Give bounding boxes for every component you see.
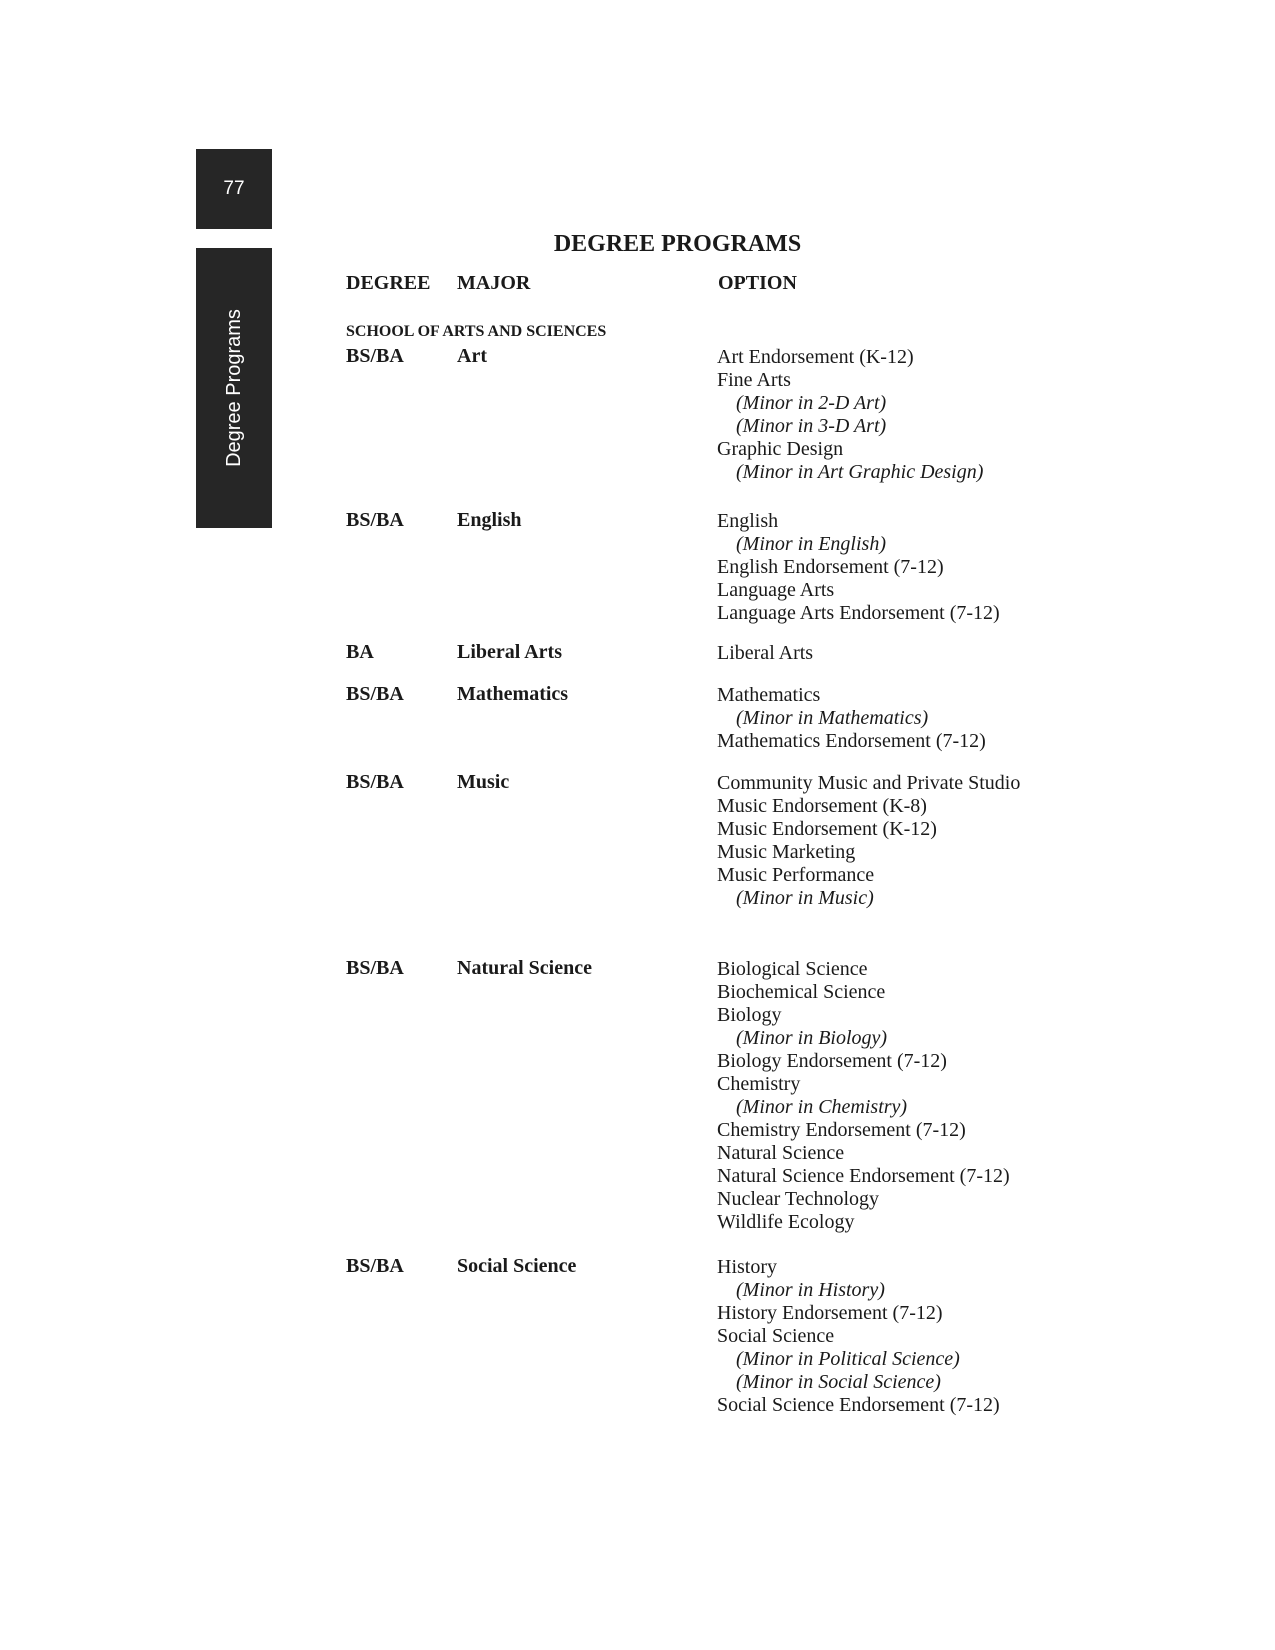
- option-item: Mathematics Endorsement (7-12): [717, 730, 986, 752]
- school-heading: SCHOOL OF ARTS AND SCIENCES: [346, 323, 607, 340]
- header-major: MAJOR: [457, 272, 531, 294]
- program-degree: BS/BA: [346, 509, 404, 531]
- option-item: Natural Science: [717, 1142, 845, 1164]
- option-minor: (Minor in Social Science): [736, 1371, 941, 1393]
- program-degree: BS/BA: [346, 683, 404, 705]
- option-minor: (Minor in History): [736, 1279, 885, 1301]
- option-item: Liberal Arts: [717, 642, 814, 664]
- option-item: Music Endorsement (K-12): [717, 818, 937, 840]
- option-item: Mathematics: [717, 684, 821, 706]
- page-number: 77: [223, 178, 245, 199]
- section-tab-label: Degree Programs: [223, 309, 245, 467]
- page-number-tab: [196, 149, 272, 229]
- option-item: Language Arts Endorsement (7-12): [717, 602, 1000, 624]
- option-item: Social Science Endorsement (7-12): [717, 1394, 1000, 1416]
- option-minor: (Minor in Music): [736, 887, 874, 909]
- program-major: English: [457, 509, 522, 531]
- program-options: [717, 684, 1037, 753]
- header-option: OPTION: [718, 272, 797, 294]
- program-options: [717, 642, 1037, 665]
- option-item: English Endorsement (7-12): [717, 556, 944, 578]
- program-options: [717, 772, 1037, 910]
- program-degree: BA: [346, 641, 374, 663]
- program-options: [717, 510, 1037, 625]
- program-major: Natural Science: [457, 957, 592, 979]
- option-item: Biology: [717, 1004, 782, 1026]
- page-title: DEGREE PROGRAMS: [553, 231, 802, 257]
- program-major: Social Science: [457, 1255, 577, 1277]
- option-minor: (Minor in Mathematics): [736, 707, 929, 729]
- program-degree: BS/BA: [346, 1255, 404, 1277]
- option-item: Art Endorsement (K-12): [717, 346, 914, 368]
- option-item: English: [717, 510, 779, 532]
- program-degree: BS/BA: [346, 771, 404, 793]
- option-item: Chemistry: [717, 1073, 801, 1095]
- program-major: Art: [457, 345, 487, 367]
- option-item: History Endorsement (7-12): [717, 1302, 943, 1324]
- program-major: Music: [457, 771, 510, 793]
- option-minor: (Minor in 2-D Art): [736, 392, 887, 414]
- option-item: History: [717, 1256, 777, 1278]
- option-minor: (Minor in Art Graphic Design): [736, 461, 984, 483]
- option-item: Graphic Design: [717, 438, 844, 460]
- option-item: Wildlife Ecology: [717, 1211, 855, 1233]
- option-item: Music Endorsement (K-8): [717, 795, 927, 817]
- program-options: [717, 958, 1037, 1234]
- header-degree: DEGREE: [346, 272, 431, 294]
- option-minor: (Minor in Chemistry): [736, 1096, 908, 1118]
- option-minor: (Minor in Biology): [736, 1027, 888, 1049]
- option-item: Chemistry Endorsement (7-12): [717, 1119, 966, 1141]
- program-degree: BS/BA: [346, 957, 404, 979]
- option-item: Biology Endorsement (7-12): [717, 1050, 947, 1072]
- option-minor: (Minor in English): [736, 533, 886, 555]
- option-minor: (Minor in 3-D Art): [736, 415, 887, 437]
- section-tab: [196, 248, 272, 528]
- option-item: Music Performance: [717, 864, 875, 886]
- option-item: Language Arts: [717, 579, 835, 601]
- option-item: Social Science: [717, 1325, 835, 1347]
- program-degree: BS/BA: [346, 345, 404, 367]
- option-item: Fine Arts: [717, 369, 791, 391]
- program-major: Mathematics: [457, 683, 569, 705]
- option-item: Natural Science Endorsement (7-12): [717, 1165, 1010, 1187]
- option-item: Biological Science: [717, 958, 868, 980]
- program-options: [717, 1256, 1037, 1417]
- option-item: Music Marketing: [717, 841, 856, 863]
- option-item: Biochemical Science: [717, 981, 886, 1003]
- option-item: Nuclear Technology: [717, 1188, 880, 1210]
- option-minor: (Minor in Political Science): [736, 1348, 960, 1370]
- program-major: Liberal Arts: [457, 641, 562, 663]
- option-item: Community Music and Private Studio: [717, 772, 1021, 794]
- program-options: [717, 346, 1037, 484]
